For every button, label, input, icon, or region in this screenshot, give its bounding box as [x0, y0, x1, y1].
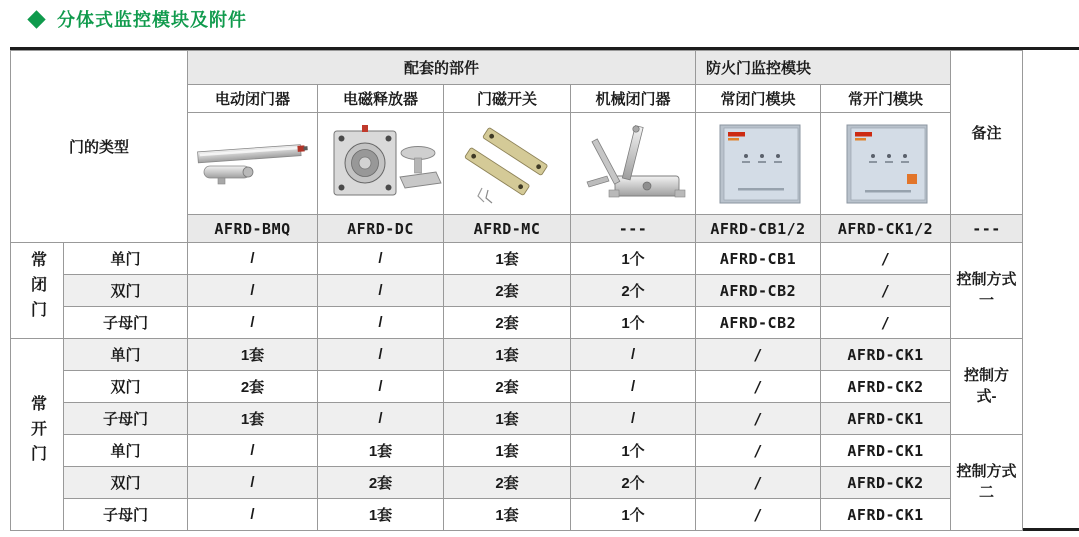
- value-cell: /: [696, 371, 821, 403]
- door-magnetic-switch-photo: [444, 113, 571, 215]
- col-header-normally-closed-module: 常闭门模块: [696, 85, 821, 113]
- value-cell: 1套: [444, 339, 571, 371]
- value-cell: /: [696, 467, 821, 499]
- section-title-bar: [30, 6, 247, 32]
- value-cell: AFRD-CK2: [821, 467, 951, 499]
- value-cell: /: [571, 371, 696, 403]
- value-cell: /: [188, 435, 318, 467]
- value-cell: AFRD-CB2: [696, 275, 821, 307]
- value-cell: AFRD-CK1: [821, 435, 951, 467]
- table-row: [11, 243, 1023, 275]
- value-cell: /: [318, 403, 444, 435]
- model-normally-closed-module: AFRD-CB1/2: [696, 215, 821, 243]
- value-cell: 2套: [444, 275, 571, 307]
- model-mechanical-door-closer: ---: [571, 215, 696, 243]
- group-label-normally-closed-door: 常闭门: [11, 243, 64, 339]
- page-title: 分体式监控模块及附件: [57, 10, 247, 30]
- value-cell: 2套: [188, 371, 318, 403]
- value-cell: 1套: [318, 499, 444, 531]
- value-cell: /: [188, 307, 318, 339]
- value-cell: /: [696, 499, 821, 531]
- table-row: [11, 467, 1023, 499]
- value-cell: /: [318, 307, 444, 339]
- value-cell: 2套: [444, 307, 571, 339]
- value-cell: 1套: [444, 499, 571, 531]
- col-header-electromagnetic-releaser: 电磁释放器: [318, 85, 444, 113]
- table-row: [11, 275, 1023, 307]
- table-row: [11, 371, 1023, 403]
- electric-door-closer-photo: [188, 113, 318, 215]
- value-cell: /: [318, 243, 444, 275]
- door-type-cell: 子母门: [64, 499, 188, 531]
- value-cell: AFRD-CK1: [821, 339, 951, 371]
- diamond-bullet-icon: [27, 10, 45, 28]
- door-type-cell: 双门: [64, 275, 188, 307]
- door-type-cell: 单门: [64, 339, 188, 371]
- value-cell: /: [821, 307, 951, 339]
- header-row-groups: [11, 51, 1023, 85]
- door-type-cell: 双门: [64, 467, 188, 499]
- value-cell: 2套: [444, 467, 571, 499]
- model-door-magnetic-switch: AFRD-MC: [444, 215, 571, 243]
- value-cell: 1套: [444, 435, 571, 467]
- value-cell: 1套: [188, 339, 318, 371]
- value-cell: 2个: [571, 275, 696, 307]
- col-header-door-magnetic-switch: 门磁开关: [444, 85, 571, 113]
- remark-control-mode-2: 控制方式二: [951, 435, 1023, 531]
- normally-closed-module-photo: [696, 113, 821, 215]
- value-cell: /: [318, 339, 444, 371]
- value-cell: 2套: [318, 467, 444, 499]
- remark-control-mode-1: 控制方式一: [951, 243, 1023, 339]
- table-row: [11, 339, 1023, 371]
- col-header-electric-door-closer: 电动闭门器: [188, 85, 318, 113]
- door-type-cell: 单门: [64, 435, 188, 467]
- model-electric-door-closer: AFRD-BMQ: [188, 215, 318, 243]
- value-cell: /: [318, 275, 444, 307]
- model-normally-open-module: AFRD-CK1/2: [821, 215, 951, 243]
- col-header-mechanical-door-closer: 机械闭门器: [571, 85, 696, 113]
- value-cell: /: [696, 435, 821, 467]
- table-row: [11, 435, 1023, 467]
- remark-header-cell: 备注: [951, 51, 1023, 215]
- value-cell: /: [188, 275, 318, 307]
- value-cell: 2个: [571, 467, 696, 499]
- table-row: [11, 499, 1023, 531]
- value-cell: /: [188, 467, 318, 499]
- value-cell: AFRD-CK2: [821, 371, 951, 403]
- value-cell: /: [696, 403, 821, 435]
- model-electromagnetic-releaser: AFRD-DC: [318, 215, 444, 243]
- model-remark: ---: [951, 215, 1023, 243]
- value-cell: AFRD-CK1: [821, 499, 951, 531]
- value-cell: 1个: [571, 435, 696, 467]
- col-header-normally-open-module: 常开门模块: [821, 85, 951, 113]
- value-cell: /: [821, 243, 951, 275]
- table-row: [11, 403, 1023, 435]
- accessories-group-header: 配套的部件: [188, 51, 696, 85]
- value-cell: 1个: [571, 243, 696, 275]
- value-cell: 1套: [444, 403, 571, 435]
- value-cell: 1套: [188, 403, 318, 435]
- group-label-normally-open-door: 常开门: [11, 339, 64, 531]
- value-cell: 1套: [444, 243, 571, 275]
- value-cell: 1套: [318, 435, 444, 467]
- value-cell: /: [571, 339, 696, 371]
- table-row: [11, 307, 1023, 339]
- value-cell: /: [318, 371, 444, 403]
- normally-open-module-photo: [821, 113, 951, 215]
- product-table: [10, 50, 1023, 531]
- product-table-wrap: [10, 47, 1079, 531]
- door-type-cell: 子母门: [64, 403, 188, 435]
- door-type-cell: 单门: [64, 243, 188, 275]
- door-type-cell: 子母门: [64, 307, 188, 339]
- mechanical-door-closer-photo: [571, 113, 696, 215]
- value-cell: /: [188, 499, 318, 531]
- value-cell: /: [696, 339, 821, 371]
- door-type-cell: 双门: [64, 371, 188, 403]
- value-cell: /: [821, 275, 951, 307]
- value-cell: 1个: [571, 499, 696, 531]
- value-cell: /: [571, 403, 696, 435]
- value-cell: 2套: [444, 371, 571, 403]
- remark-control-mode-1b: 控制方式-: [951, 339, 1023, 435]
- value-cell: AFRD-CK1: [821, 403, 951, 435]
- firedoor-module-group-header: 防火门监控模块: [696, 51, 951, 85]
- door-type-header-cell: 门的类型: [11, 51, 188, 243]
- value-cell: AFRD-CB2: [696, 307, 821, 339]
- value-cell: AFRD-CB1: [696, 243, 821, 275]
- value-cell: 1个: [571, 307, 696, 339]
- value-cell: /: [188, 243, 318, 275]
- electromagnetic-releaser-photo: [318, 113, 444, 215]
